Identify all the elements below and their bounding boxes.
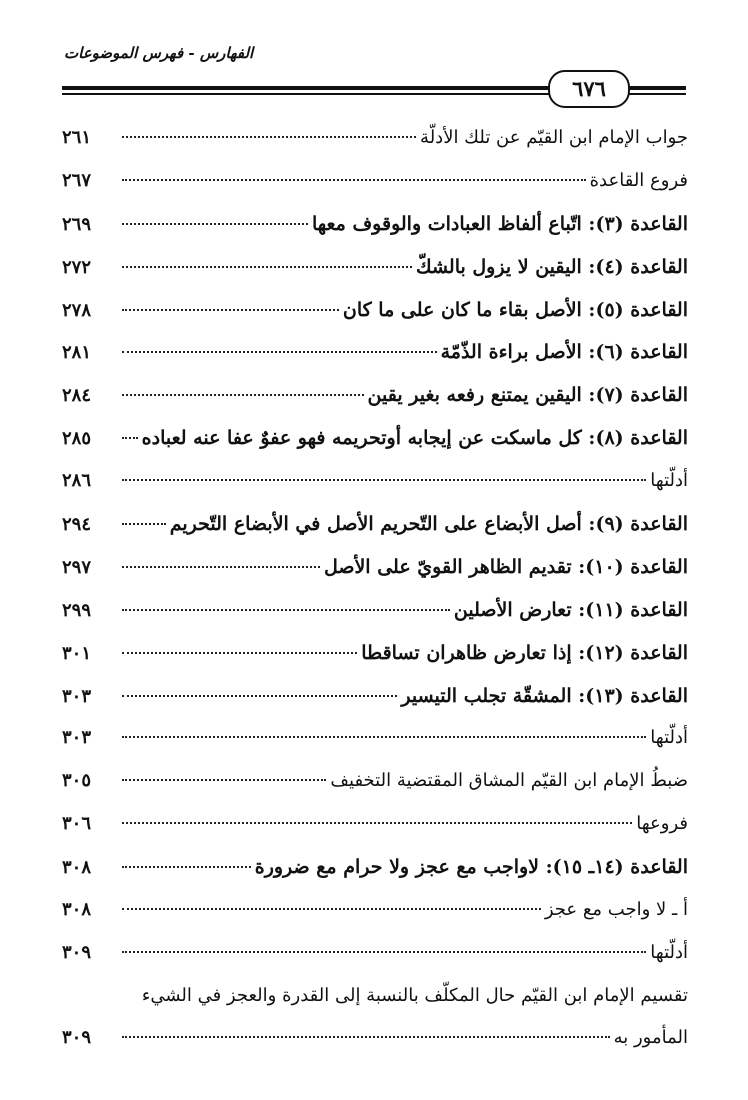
- toc-entry-title: القاعدة (٨): كل ماسكت عن إيجابه أوتحريمه فهو عفوٌ عفا عنه لعباده: [141, 427, 688, 450]
- dot-leader: [122, 351, 437, 353]
- toc-entry-title: جواب الإمام ابن القيّم عن تلك الأدلّة: [420, 127, 688, 148]
- toc-entry: [62, 415, 688, 458]
- dot-leader: [122, 951, 646, 953]
- toc-entry-title-line2: المأمور به: [613, 1026, 688, 1048]
- toc-entry: [62, 715, 688, 758]
- toc-entry: [62, 758, 688, 801]
- toc-entry: [62, 287, 688, 330]
- toc-entry: [62, 372, 688, 415]
- toc-entry-page: ٢٧٨: [62, 299, 92, 321]
- toc-entry: [62, 329, 688, 372]
- toc-entry: [62, 930, 688, 973]
- toc-entry-page: ٢٩٧: [62, 556, 92, 578]
- toc-entry-page: ٣٠٣: [62, 685, 92, 707]
- toc-entry-page: ٢٨٤: [62, 385, 92, 407]
- toc-entry-title: القاعدة (٩): أصل الأبضاع على التّحريم الأصل في الأبضاع التّحريم: [169, 513, 688, 536]
- toc-entry-title: أدلّتها: [650, 727, 688, 749]
- dot-leader: [122, 266, 412, 268]
- toc-entry-title: القاعدة (٣): اتّباع ألفاظ العبادات والوقوف معها: [311, 212, 688, 235]
- toc-entry-title: القاعدة (٤): اليقين لا يزول بالشكّ: [415, 255, 688, 278]
- dot-leader: [122, 136, 416, 138]
- toc-entry-page: ٢٨٥: [62, 428, 92, 450]
- toc-entry-title: القاعدة (٦): الأصل براءة الذّمّة: [440, 341, 688, 364]
- toc-entry-page: ٣٠٩: [62, 1026, 92, 1048]
- dot-leader: [122, 695, 397, 697]
- toc-entry-title-line1: تقسيم الإمام ابن القيّم حال المكلّف بالنسبة إلى القدرة والعجز في الشيء: [141, 984, 688, 1006]
- toc-entry-page: ٢٩٩: [62, 599, 92, 621]
- toc-entry-title: أدلّتها: [650, 470, 688, 492]
- dot-leader: [122, 779, 326, 781]
- toc-entry: [62, 844, 688, 887]
- toc-entry-page: ٢٦٩: [62, 213, 92, 235]
- dot-leader: [122, 822, 632, 824]
- dot-leader: [122, 1036, 610, 1038]
- dot-leader: [122, 179, 586, 181]
- dot-leader: [122, 908, 541, 910]
- toc-entry-page: ٣٠٥: [62, 770, 92, 792]
- dot-leader: [122, 394, 364, 396]
- toc-entry-title: القاعدة (١٣): المشقّة تجلب التيسير: [401, 684, 688, 707]
- toc-entry: [62, 887, 688, 930]
- toc-entry-title: أ ـ لا واجب مع عجز: [544, 899, 688, 921]
- toc-entry-title: ضبطُ الإمام ابن القيّم المشاق المقتضية التخفيف: [330, 770, 688, 792]
- dot-leader: [122, 566, 320, 568]
- toc-entry-title: أدلّتها: [650, 941, 688, 963]
- toc-entry: [62, 587, 688, 630]
- toc-entry-page: ٢٦١: [62, 127, 92, 148]
- toc-entry: [62, 201, 688, 244]
- toc-entry-title: القاعدة (١٤ـ ١٥): لاواجب مع عجز ولا حرام مع ضرورة: [254, 856, 688, 879]
- table-of-contents: [62, 115, 688, 1059]
- toc-entry: [62, 673, 688, 716]
- toc-entry: [62, 544, 688, 587]
- toc-entry: [62, 501, 688, 544]
- dot-leader: [122, 437, 138, 439]
- toc-entry-page: ٣٠٨: [62, 857, 92, 879]
- toc-entry-title: القاعدة (١٢): إذا تعارض ظاهران تساقطا: [361, 641, 688, 664]
- toc-entry-title: القاعدة (١٠): تقديم الظاهر القويّ على الأصل: [323, 555, 688, 578]
- dot-leader: [122, 652, 357, 654]
- toc-entry-page: ٣٠٨: [62, 899, 92, 921]
- toc-entry: [62, 458, 688, 501]
- toc-entry-page: ٢٨١: [62, 342, 92, 364]
- toc-entry-page: ٣٠٦: [62, 813, 92, 835]
- dot-leader: [122, 309, 339, 311]
- toc-entry-page: ٢٩٤: [62, 514, 92, 536]
- toc-entry-title: القاعدة (٥): الأصل بقاء ما كان على ما كان: [342, 298, 688, 321]
- toc-entry-page: ٣٠١: [62, 642, 92, 664]
- toc-entry-page: ٣٠٣: [62, 727, 92, 749]
- toc-entry-page: ٢٨٦: [62, 470, 92, 492]
- dot-leader: [122, 479, 646, 481]
- toc-entry-title: فروع القاعدة: [589, 169, 688, 191]
- toc-entry: [62, 973, 688, 1059]
- toc-entry-page: ٢٧٢: [62, 256, 92, 278]
- toc-entry-line2: [62, 1015, 688, 1048]
- page-number: ٦٧٦: [548, 70, 630, 108]
- toc-entry-title: القاعدة (٧): اليقين يمتنع رفعه بغير يقين: [367, 384, 688, 407]
- toc-entry: [62, 630, 688, 673]
- dot-leader: [122, 866, 251, 868]
- dot-leader: [122, 523, 166, 525]
- toc-entry-page: ٣٠٩: [62, 941, 92, 963]
- toc-entry: [62, 244, 688, 287]
- dot-leader: [122, 223, 308, 225]
- running-head: الفهارس - فهرس الموضوعات: [64, 44, 254, 62]
- toc-entry: [62, 158, 688, 201]
- toc-entry-title: فروعها: [636, 813, 688, 835]
- toc-entry-page: ٢٦٧: [62, 169, 92, 191]
- toc-entry: [62, 801, 688, 844]
- toc-entry-title: القاعدة (١١): تعارض الأصلين: [453, 598, 688, 621]
- dot-leader: [122, 736, 646, 738]
- toc-entry: [62, 115, 688, 158]
- dot-leader: [122, 609, 450, 611]
